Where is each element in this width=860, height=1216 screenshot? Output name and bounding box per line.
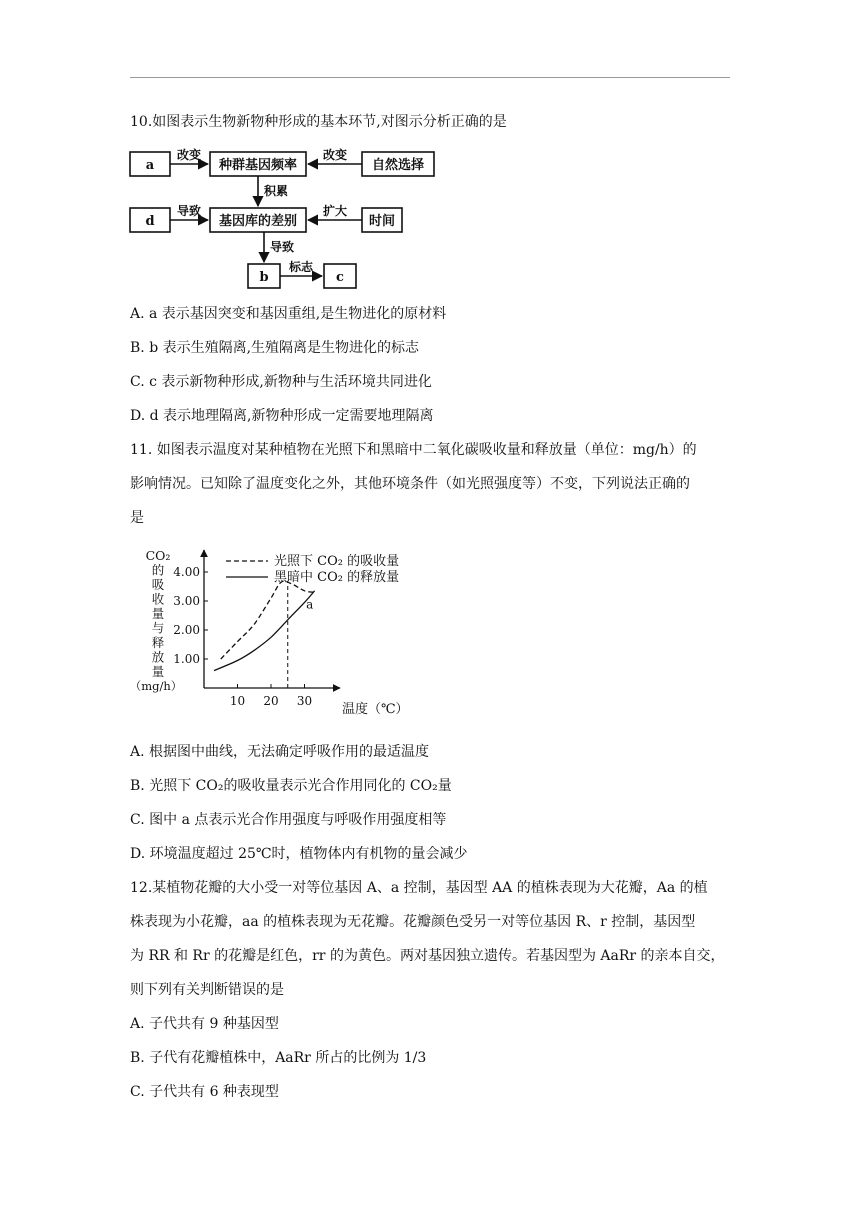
label-time: 时间 [368,214,396,229]
co2-temperature-chart [128,548,428,718]
q11-option-b: B. 光照下 CO₂的吸收量表示光合作用同化的 CO₂量 [130,778,452,794]
arrow-label-change-left: 改变 [176,148,202,162]
q10-option-b: B. b 表示生殖隔离,生殖隔离是生物进化的标志 [130,340,420,356]
point-label-a: a [306,597,314,612]
arrow-label-cause-left: 导致 [176,204,202,218]
q10-stem: 10.如图表示生物新物种形成的基本环节,对图示分析正确的是 [130,114,507,130]
legend-light-absorption: 光照下 CO₂ 的吸收量 [274,554,400,569]
q12-stem-line-4: 则下列有关判断错误的是 [130,982,284,998]
y-axis-label-char: 释 [151,635,165,650]
legend-dark-release: 黑暗中 CO₂ 的释放量 [274,570,400,585]
x-tick-label: 20 [263,694,279,708]
arrow-label-mark: 标志 [288,260,314,274]
q12-stem-line-3: 为 RR 和 Rr 的花瓣是红色，rr 的为黄色。两对基因独立遗传。若基因型为 AaRr 的亲本自交， [130,948,725,964]
arrow-label-accumulate: 积累 [264,184,289,198]
y-axis-label-char: CO₂ [145,548,171,563]
q12-stem-line-1: 12.某植物花瓣的大小受一对等位基因 A、a 控制，基因型 AA 的植株表现为大花瓣，Aa 的植 [130,880,708,896]
header-rule [130,77,730,78]
y-axis-unit: （mg/h） [129,679,183,693]
q11-option-a: A. 根据图中曲线，无法确定呼吸作用的最适温度 [130,744,430,760]
q12-option-c: C. 子代共有 6 种表现型 [130,1084,279,1100]
series-light-absorption-curve [221,581,315,659]
series-dark-release-curve [214,591,315,671]
y-axis-label-char: 量 [151,664,165,679]
speciation-flow-diagram [128,144,448,292]
q11-stem-line-3: 是 [130,510,144,526]
y-tick-label: 1.00 [173,652,200,666]
q12-option-b: B. 子代有花瓣植株中，AaRr 所占的比例为 1/3 [130,1050,427,1066]
label-gene-frequency: 种群基因频率 [218,158,298,173]
x-axis-label: 温度（℃） [342,702,409,717]
y-axis-label-char: 收 [151,591,165,607]
y-axis-label-char: 量 [151,606,165,621]
y-axis-label-char: 吸 [151,577,165,592]
q11-option-d: D. 环境温度超过 25℃时，植物体内有机物的量会减少 [130,846,468,862]
q10-option-d: D. d 表示地理隔离,新物种形成一定需要地理隔离 [130,408,434,424]
q10-option-c: C. c 表示新物种形成,新物种与生活环境共同进化 [130,374,432,390]
y-tick-label: 4.00 [173,565,200,579]
arrow-label-expand: 扩大 [322,204,348,218]
y-tick-label: 2.00 [173,623,200,637]
q11-option-c: C. 图中 a 点表示光合作用强度与呼吸作用强度相等 [130,812,447,828]
label-gene-pool-difference: 基因库的差别 [218,214,298,229]
arrow-label-change-right: 改变 [322,148,348,162]
q11-stem-line-2: 影响情况。已知除了温度变化之外，其他环境条件（如光照强度等）不变，下列说法正确的 [130,476,690,492]
q11-stem-line-1: 11. 如图表示温度对某种植物在光照下和黑暗中二氧化碳吸收量和释放量（单位：mg/h）的 [130,442,697,458]
x-tick-label: 10 [229,694,246,708]
y-axis-label-char: 的 [151,562,165,578]
q12-option-a: A. 子代共有 9 种基因型 [130,1016,279,1032]
label-c: c [336,270,344,285]
x-tick-label: 30 [296,694,313,708]
arrow-label-cause-down: 导致 [270,240,295,254]
label-d: d [145,214,155,229]
label-b: b [259,270,269,285]
y-tick-label: 3.00 [173,594,200,608]
q12-stem-line-2: 株表现为小花瓣，aa 的植株表现为无花瓣。花瓣颜色受另一对等位基因 R、r 控制，基因型 [130,914,696,930]
q10-option-a: A. a 表示基因突变和基因重组,是生物进化的原材料 [130,306,447,322]
y-axis-label-char: 与 [151,620,165,636]
y-axis-label-char: 放 [151,649,165,665]
label-a: a [145,158,155,173]
label-natural-selection: 自然选择 [371,158,425,173]
